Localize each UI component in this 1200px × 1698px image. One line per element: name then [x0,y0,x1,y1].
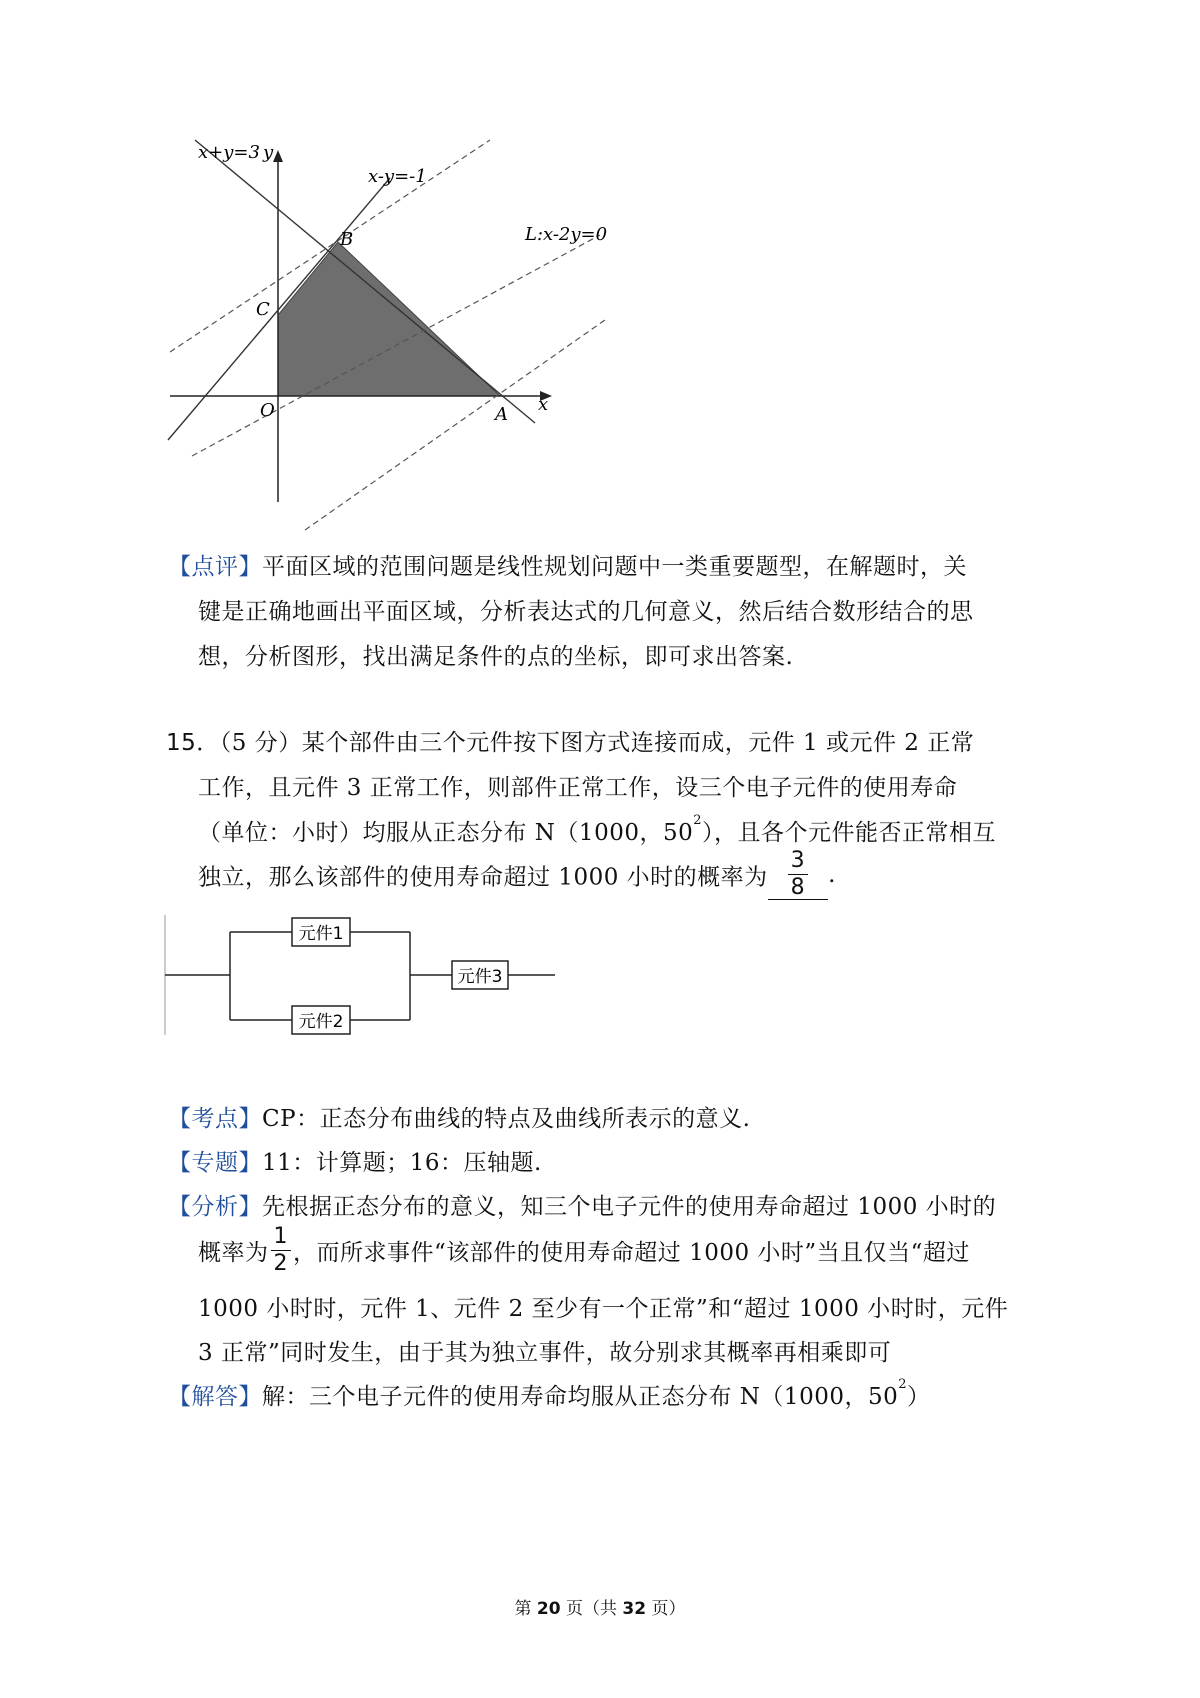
answer-denominator: 8 [790,875,806,900]
fenxi-text-3: 1000 小时时，元件 1、元件 2 至少有一个正常”和“超过 1000 小时时，元件 [198,1296,1009,1322]
label-point-C: C [256,299,270,320]
footer-page: 20 [536,1599,561,1619]
answer-numerator: 3 [788,850,809,875]
problem-text-1: （5 分）某个部件由三个元件按下图方式连接而成，元件 1 或元件 2 正常 [219,730,975,756]
circuit-diagram [160,910,580,1040]
page-footer [0,1594,1200,1619]
label-x-minus-y: x-y=-1 [368,166,427,187]
jieda-sup: 2 [898,1377,908,1392]
label-point-A: A [495,404,508,425]
problem-line-4 [198,850,836,900]
problem-line-2 [198,769,957,802]
fenxi-text-1: 先根据正态分布的意义，知三个电子元件的使用寿命超过 1000 小时的 [262,1194,997,1220]
element-1-label: 元件1 [298,924,344,944]
half-denominator: 2 [273,1251,288,1276]
label-x-axis: x [538,394,549,415]
kaodian-text: CP：正态分布曲线的特点及曲线所表示的意义. [262,1106,751,1132]
feasible-region [278,242,500,396]
half-fraction [271,1226,292,1275]
jieda-text-a: 解：三个电子元件的使用寿命均服从正态分布 N（1000，50 [262,1384,899,1410]
zhuanti-tag: 【专题】 [168,1150,262,1176]
problem-line-1 [166,724,974,757]
fenxi-line-2 [198,1226,970,1275]
label-line-L: L:x-2y=0 [525,224,608,245]
comment-text-1: 平面区域的范围问题是线性规划问题中一类重要题型，在解题时，关 [262,554,967,580]
zhuanti-text: 11：计算题；16：压轴题. [262,1150,542,1176]
answer-fraction [788,850,809,899]
footer-post: 页） [646,1599,686,1619]
kaodian-tag: 【考点】 [168,1106,262,1132]
answer-blank [768,850,829,900]
problem-text-3a: （单位：小时）均服从正态分布 N（1000，50 [198,820,694,846]
kaodian-line [168,1100,750,1133]
comment-text-2: 键是正确地画出平面区域，分析表达式的几何意义，然后结合数形结合的思 [198,599,974,625]
footer-total: 32 [622,1599,647,1619]
half-numerator: 1 [271,1226,292,1251]
footer-mid: 页（共 [560,1599,623,1619]
comment-line-2 [198,593,974,626]
label-origin-O: O [260,400,275,421]
comment-line-3 [198,638,793,671]
fenxi-text-2b: ，而所求事件“该部件的使用寿命超过 1000 小时”当且仅当“超过 [293,1240,970,1266]
fenxi-tag: 【分析】 [168,1194,262,1220]
fenxi-line-3 [198,1290,1008,1323]
y-axis-arrow [273,150,283,162]
jieda-tag: 【解答】 [168,1384,262,1410]
zhuanti-line [168,1144,542,1177]
problem-text-2: 工作，且元件 3 正常工作，则部件正常工作，设三个电子元件的使用寿命 [198,775,958,801]
label-y-axis: y [263,142,274,163]
comment-line-1 [168,548,967,581]
label-point-B: B [340,229,354,250]
fenxi-line-1 [168,1188,996,1221]
problem-sup: 2 [693,813,703,828]
jieda-text-b: ） [907,1384,931,1410]
label-x-plus-y-3: x+y=3 [198,142,260,163]
problem-line-3 [198,814,996,847]
problem-number: 15． [166,730,220,756]
comment-text-3: 想，分析图形，找出满足条件的点的坐标，即可求出答案. [198,644,794,670]
problem-text-3b: ），且各个元件能否正常相互 [702,820,997,846]
problem-text-4: 独立，那么该部件的使用寿命超过 1000 小时的概率为 [198,864,768,891]
comment-tag: 【点评】 [168,554,262,580]
jieda-line [168,1378,931,1411]
problem-end: . [828,862,836,888]
fenxi-line-4 [198,1334,891,1367]
element-2-label: 元件2 [298,1012,344,1032]
footer-pre: 第 [514,1599,537,1619]
dashed-line-L [192,235,600,456]
fenxi-text-4: 3 正常”同时发生，由于其为独立事件，故分别求其概率再相乘即可 [198,1340,892,1366]
fenxi-text-2a: 概率为 [198,1240,269,1266]
element-3-label: 元件3 [457,967,503,987]
linear-programming-graph [160,130,620,550]
